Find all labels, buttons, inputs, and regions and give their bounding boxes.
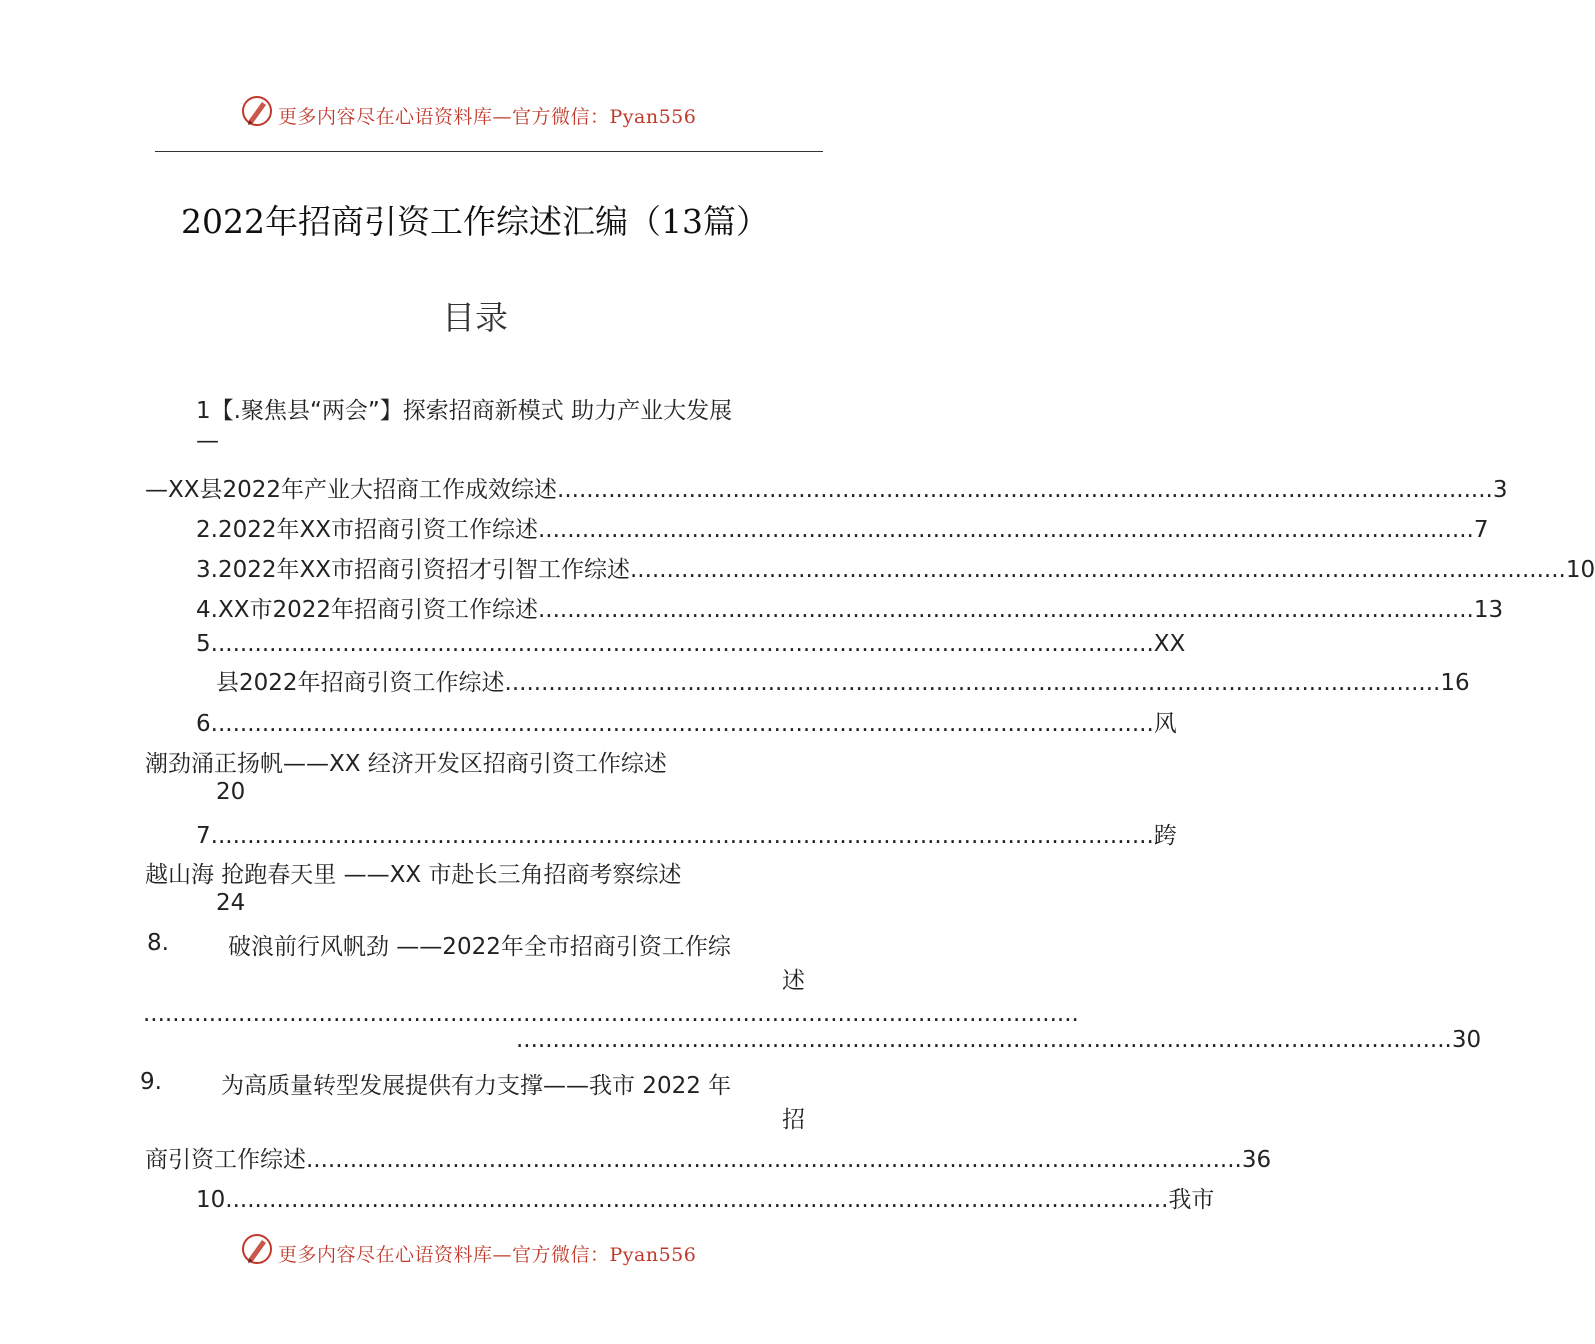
- toc-entry-8-page-line[interactable]: [516, 1027, 1482, 1053]
- leader-dots: ................................................................................................................................: [217, 823, 1154, 849]
- toc-entry-4[interactable]: 4.XX市2022年招商引资工作综述 ................................................................................................................................ 13: [196, 597, 1504, 623]
- page-number: 3: [1492, 477, 1508, 503]
- toc-entry-1-line3[interactable]: —XX县2022年产业大招商工作成效综述 ................................................................................................................................ 3: [145, 477, 1508, 503]
- header-watermark: [0, 92, 950, 136]
- toc-entry-1-line2: —: [196, 428, 219, 454]
- pen-logo-icon: [240, 94, 274, 128]
- watermark-text: 更多内容尽在心语资料库—官方微信：Pyan556: [278, 1244, 697, 1266]
- leader-dots: ................................................................................................................................: [557, 477, 1493, 503]
- toc-entry-2[interactable]: 2.2022年XX市招商引资工作综述 ................................................................................................................................ 7: [196, 517, 1489, 543]
- toc-entry-9-line3[interactable]: 商引资工作综述 ................................................................................................................................ 36: [145, 1147, 1272, 1173]
- page-number: 13: [1473, 597, 1504, 623]
- page-number: 10: [1565, 557, 1595, 583]
- toc-entry-9-number: 9.: [140, 1069, 162, 1095]
- page-number: 7: [1473, 517, 1489, 543]
- leader-dots: ................................................................................................................................: [538, 517, 1474, 543]
- leader-dots: ................................................................................................................................: [232, 1187, 1169, 1213]
- leader-dots: ................................................................................................................................: [143, 1001, 1079, 1027]
- toc-entry-3[interactable]: 3.2022年XX市招商引资招才引智工作综述 ................................................................................................................................ 10: [196, 557, 1595, 583]
- toc-entry-10[interactable]: 10. ................................................................................................................................ 我市: [196, 1187, 1215, 1213]
- leader-dots: ................................................................................................................................: [504, 670, 1441, 696]
- watermark-text: 更多内容尽在心语资料库—官方微信：Pyan556: [278, 106, 697, 128]
- toc-entry-6-line2[interactable]: 潮劲涌正扬帆——XX 经济开发区招商引资工作综述: [145, 751, 667, 777]
- footer-watermark: [0, 1230, 950, 1274]
- toc-entry-8-line2: 述: [782, 968, 805, 994]
- toc-entry-9-line1[interactable]: 为高质量转型发展提供有力支撑——我市 2022 年: [221, 1073, 732, 1099]
- leader-dots: ................................................................................................................................: [538, 597, 1474, 623]
- toc-entry-5-line1[interactable]: 5. ................................................................................................................................ XX: [196, 631, 1186, 657]
- leader-dots: ................................................................................................................................: [630, 557, 1566, 583]
- toc-entry-6-line1[interactable]: 6. ................................................................................................................................ 风: [196, 711, 1177, 737]
- toc-entry-7-line2[interactable]: 越山海 抢跑春天里 ——XX 市赴长三角招商考察综述: [145, 862, 682, 888]
- leader-dots: ................................................................................................................................: [217, 631, 1154, 657]
- leader-dots: ................................................................................................................................: [217, 711, 1154, 737]
- toc-entry-7-line1[interactable]: 7. ................................................................................................................................ 跨: [196, 823, 1177, 849]
- toc-entry-8-number: 8.: [147, 930, 169, 956]
- page-number: 30: [1451, 1027, 1482, 1053]
- document-title: 2022年招商引资工作综述汇编（13篇）: [181, 202, 769, 241]
- toc-entry-9-line2: 招: [782, 1107, 805, 1133]
- header-divider: [155, 151, 823, 152]
- toc-entry-8-line1[interactable]: 破浪前行风帆劲 ——2022年全市招商引资工作综: [228, 934, 731, 960]
- toc-entry-1-line1[interactable]: 1【.聚焦县“两会”】探索招商新模式 助力产业大发展: [196, 398, 733, 424]
- toc-entry-6-page: 20: [216, 779, 246, 805]
- page-number: 16: [1440, 670, 1470, 696]
- leader-dots: ................................................................................................................................: [516, 1027, 1452, 1053]
- toc-heading: 目录: [442, 298, 508, 337]
- page-number: 36: [1241, 1147, 1272, 1173]
- toc-entry-5-line2[interactable]: 县2022年招商引资工作综述 ................................................................................................................................ 16: [216, 670, 1470, 696]
- pen-logo-icon: [240, 1232, 274, 1266]
- toc-entry-7-page: 24: [216, 890, 246, 916]
- leader-dots: ................................................................................................................................: [306, 1147, 1242, 1173]
